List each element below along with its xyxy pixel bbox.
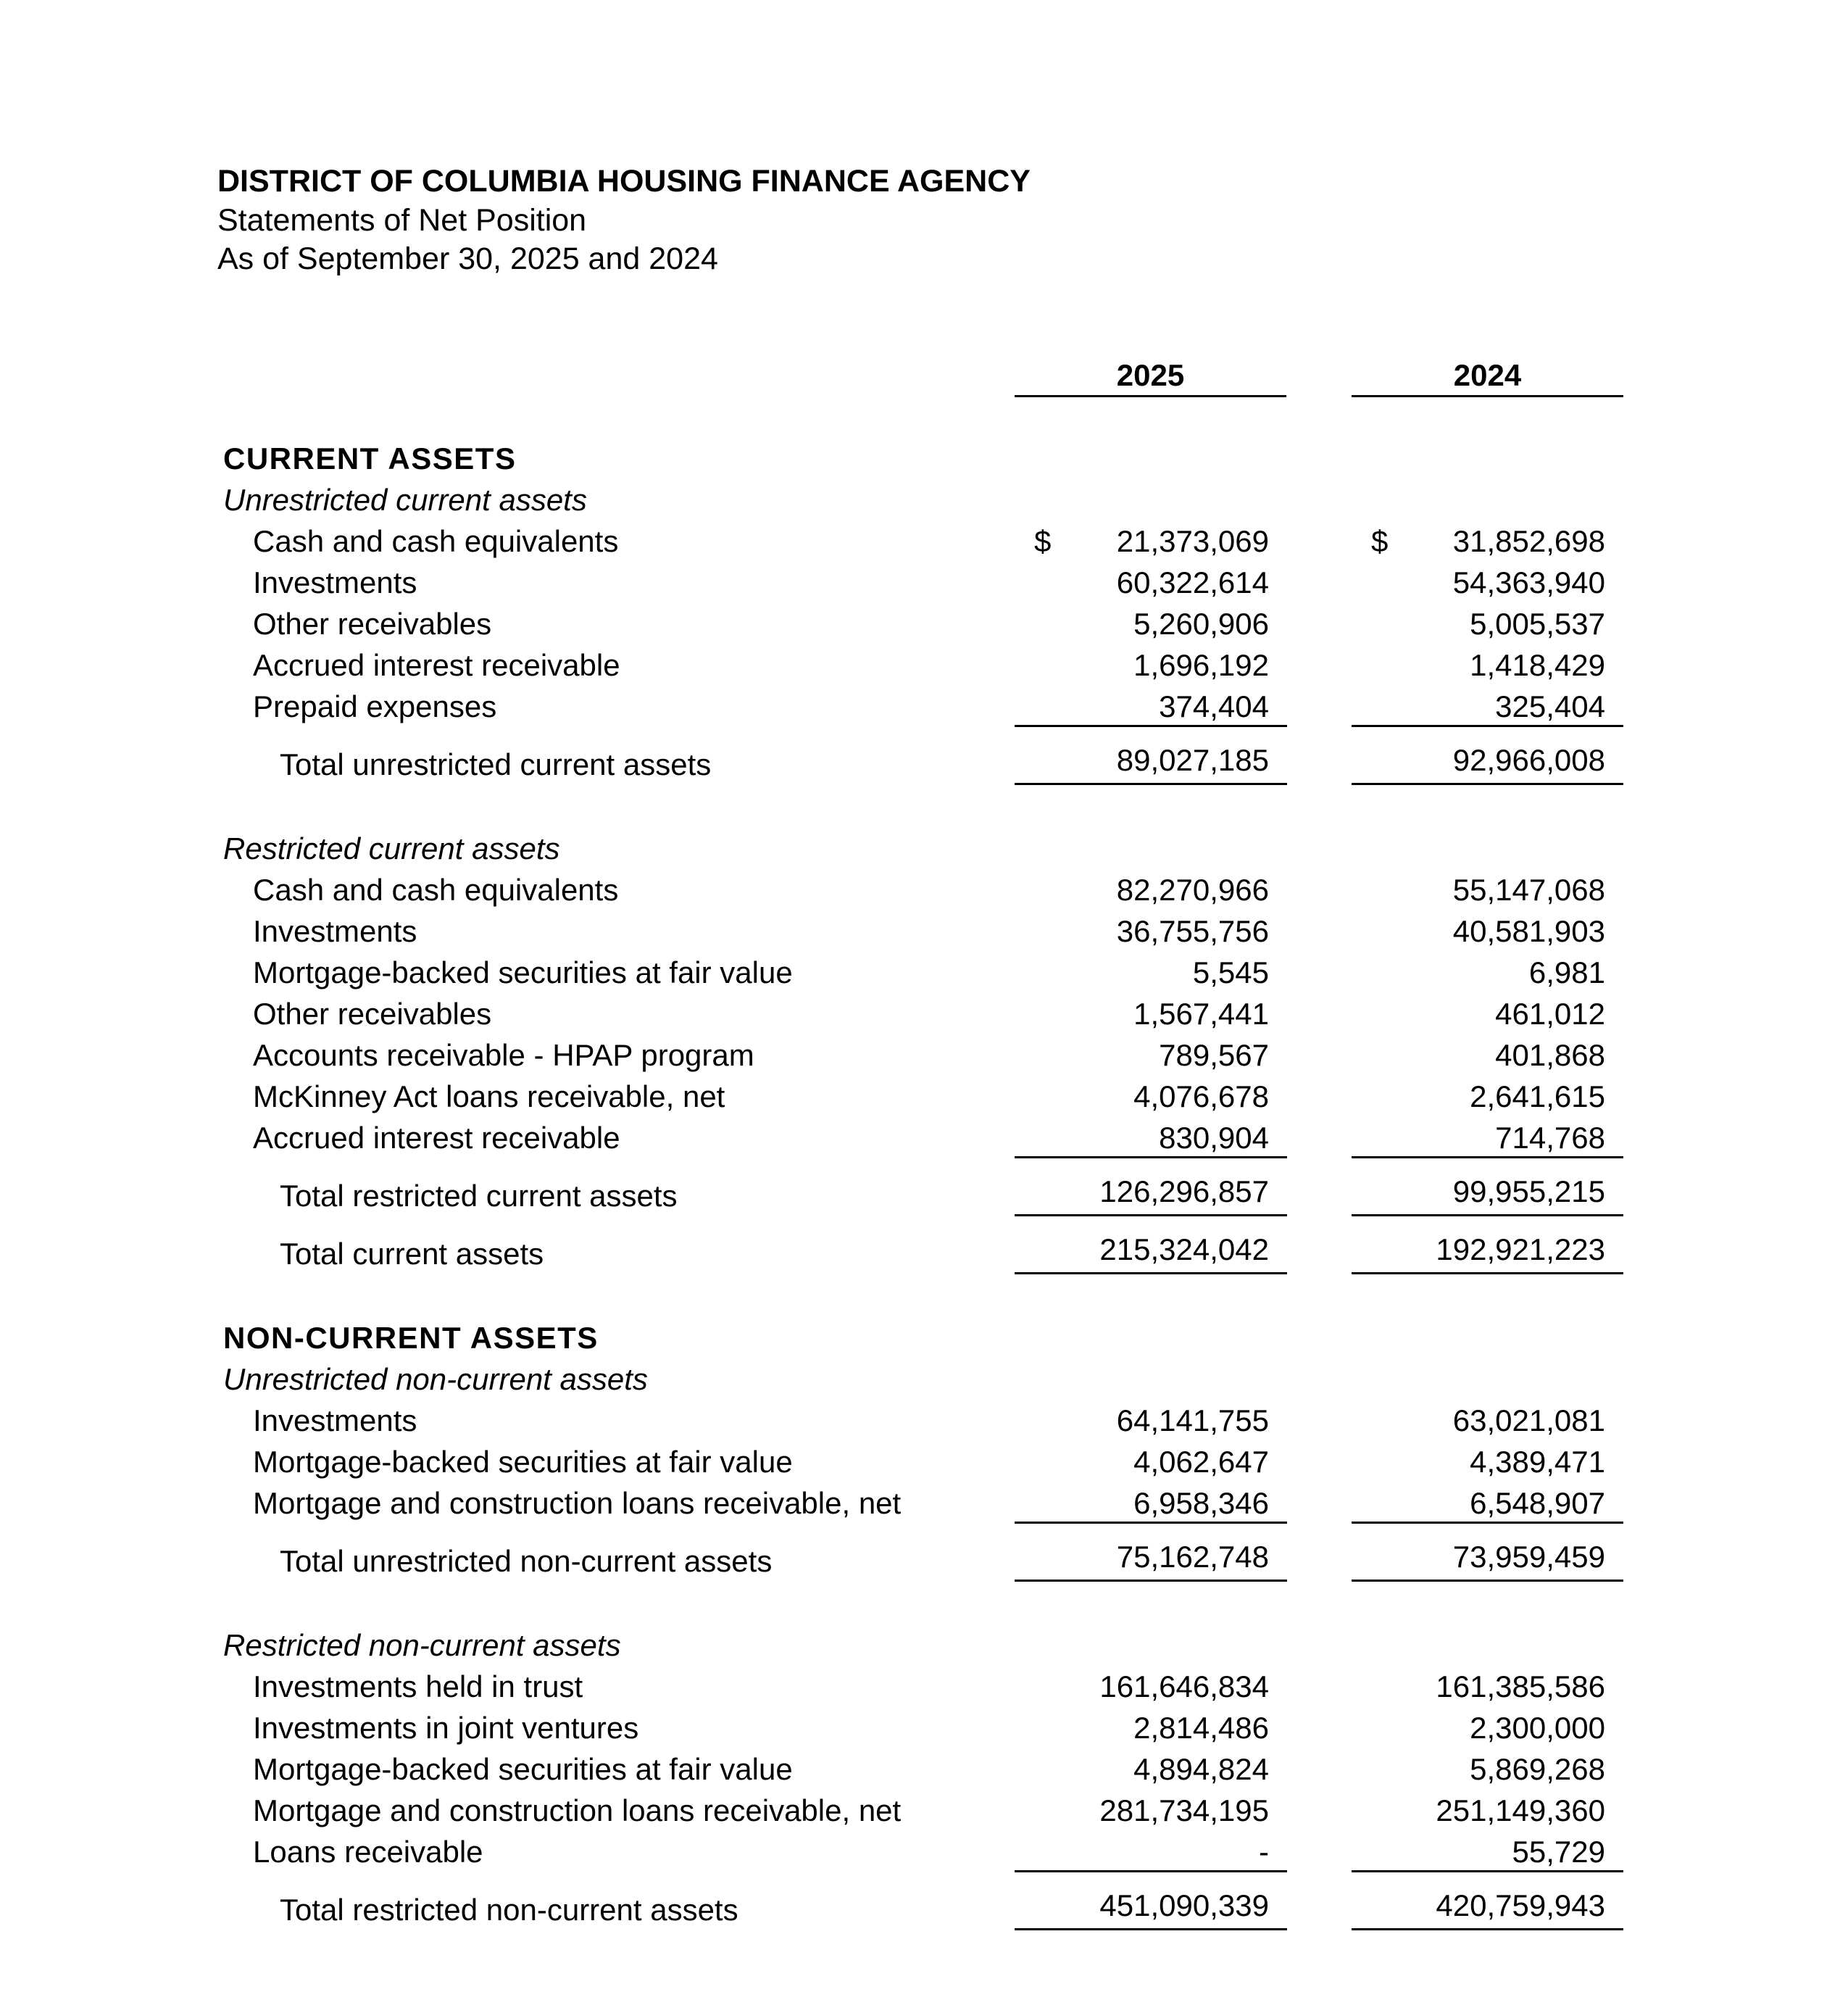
amount-2024: 5,869,268 [1470, 1752, 1605, 1786]
amount-2024: 251,149,360 [1436, 1793, 1605, 1827]
amount-2024: 40,581,903 [1452, 914, 1605, 948]
value-cell-2025 [1015, 1524, 1287, 1582]
value-cell-2025 [1015, 1034, 1287, 1076]
row-label: Investments [253, 914, 417, 948]
table-row [0, 869, 1848, 910]
table-row [0, 1666, 1848, 1707]
value-cell-2024 [1352, 562, 1623, 603]
row-label: Other receivables [253, 607, 492, 641]
value-cell-2025 [1015, 1158, 1287, 1216]
value-cell-2025 [1015, 562, 1287, 603]
value-cell-2025 [1015, 1482, 1287, 1524]
value-cell-2025 [1015, 952, 1287, 993]
value-cell-2024 [1352, 727, 1623, 785]
row-label: Mortgage and construction loans receivable, net [253, 1793, 902, 1827]
amount-2024: 5,005,537 [1470, 607, 1605, 641]
table-row [0, 644, 1848, 686]
amount-2025: 830,904 [1159, 1121, 1269, 1155]
value-cell-2025 [1015, 910, 1287, 952]
amount-2025: 451,090,339 [1099, 1888, 1269, 1922]
amount-2025: - [1259, 1835, 1269, 1869]
total-row [0, 1872, 1848, 1930]
amount-2025: 789,567 [1159, 1038, 1269, 1072]
amount-2025: 4,076,678 [1133, 1079, 1269, 1113]
total-row [0, 1158, 1848, 1216]
value-cell-2024 [1352, 993, 1623, 1034]
row-label: Accounts receivable - HPAP program [253, 1038, 754, 1072]
table-row [0, 1034, 1848, 1076]
value-cell-2024 [1352, 1117, 1623, 1158]
amount-2024: 4,389,471 [1470, 1445, 1605, 1479]
amount-2025: 1,567,441 [1133, 997, 1269, 1031]
amount-2024: 161,385,586 [1436, 1669, 1605, 1703]
table-row [0, 1400, 1848, 1441]
amount-2025: 89,027,185 [1116, 743, 1269, 777]
value-cell-2024 [1352, 1076, 1623, 1117]
value-cell-2025 [1015, 1790, 1287, 1831]
amount-2024: 401,868 [1495, 1038, 1605, 1072]
value-cell-2024 [1352, 869, 1623, 910]
total-row [0, 1216, 1848, 1274]
table-row [0, 1117, 1848, 1158]
row-label: Investments in joint ventures [253, 1711, 639, 1745]
amount-2024: 99,955,215 [1452, 1174, 1605, 1208]
table-row [0, 1441, 1848, 1482]
value-cell-2025 [1015, 1872, 1287, 1930]
amount-2025: 4,062,647 [1133, 1445, 1269, 1479]
row-label: Restricted current assets [223, 831, 560, 866]
amount-2024: 31,852,698 [1452, 524, 1605, 558]
row-label: Cash and cash equivalents [253, 524, 619, 558]
amount-2025: 161,646,834 [1099, 1669, 1269, 1703]
value-cell-2025 [1015, 1441, 1287, 1482]
value-cell-2024 [1352, 520, 1623, 562]
row-label: NON-CURRENT ASSETS [223, 1321, 599, 1355]
value-cell-2024 [1352, 644, 1623, 686]
table-row [0, 1790, 1848, 1831]
amount-2024: 2,300,000 [1470, 1711, 1605, 1745]
row-label: Investments held in trust [253, 1669, 583, 1703]
row-label: Total current assets [280, 1237, 544, 1271]
row-label: Mortgage-backed securities at fair value [253, 955, 793, 989]
amount-2025: 6,958,346 [1133, 1486, 1269, 1520]
value-cell-2024 [1352, 1831, 1623, 1872]
amount-2025: 126,296,857 [1099, 1174, 1269, 1208]
subsection-heading [0, 1624, 1848, 1666]
subsection-heading [0, 828, 1848, 869]
row-label: Total unrestricted non-current assets [280, 1544, 773, 1578]
value-cell-2025 [1015, 686, 1287, 727]
row-label: Mortgage-backed securities at fair value [253, 1752, 793, 1786]
amount-2024: 420,759,943 [1436, 1888, 1605, 1922]
subsection-heading [0, 1358, 1848, 1400]
table-row [0, 520, 1848, 562]
row-label: Cash and cash equivalents [253, 873, 619, 907]
statement-date: As of September 30, 2025 and 2024 [217, 241, 718, 276]
row-label: Mortgage and construction loans receivable, net [253, 1486, 902, 1520]
statement-title: Statements of Net Position [217, 203, 587, 238]
value-cell-2024 [1352, 1034, 1623, 1076]
value-cell-2024 [1352, 1666, 1623, 1707]
row-label: Total restricted non-current assets [280, 1893, 738, 1927]
row-label: Restricted non-current assets [223, 1628, 621, 1662]
value-cell-2025 [1015, 869, 1287, 910]
value-cell-2024 [1352, 1748, 1623, 1790]
total-row [0, 727, 1848, 785]
value-cell-2024 [1352, 1524, 1623, 1582]
row-label: Investments [253, 1403, 417, 1437]
value-cell-2025 [1015, 1831, 1287, 1872]
row-label: Total restricted current assets [280, 1179, 678, 1213]
table-row [0, 562, 1848, 603]
subsection-heading [0, 479, 1848, 520]
column-header-2024: 2024 [1352, 355, 1623, 397]
value-cell-2025 [1015, 1400, 1287, 1441]
table-row [0, 686, 1848, 727]
value-cell-2025 [1015, 1707, 1287, 1748]
value-cell-2025 [1015, 1216, 1287, 1274]
value-cell-2024 [1352, 1400, 1623, 1441]
value-cell-2024 [1352, 1790, 1623, 1831]
amount-2025: 21,373,069 [1116, 524, 1269, 558]
row-label: Mortgage-backed securities at fair value [253, 1445, 793, 1479]
row-label: Prepaid expenses [253, 689, 497, 723]
currency-symbol: $ [1371, 524, 1389, 558]
value-cell-2024 [1352, 1158, 1623, 1216]
value-cell-2025 [1015, 520, 1287, 562]
column-header-2025: 2025 [1015, 355, 1286, 397]
row-label: Unrestricted current assets [223, 483, 587, 517]
amount-2024: 6,548,907 [1470, 1486, 1605, 1520]
amount-2024: 55,147,068 [1452, 873, 1605, 907]
value-cell-2025 [1015, 993, 1287, 1034]
amount-2024: 325,404 [1495, 689, 1605, 723]
value-cell-2024 [1352, 1872, 1623, 1930]
amount-2025: 5,260,906 [1133, 607, 1269, 641]
amount-2025: 1,696,192 [1133, 648, 1269, 682]
total-row [0, 1524, 1848, 1582]
value-cell-2024 [1352, 910, 1623, 952]
amount-2024: 714,768 [1495, 1121, 1605, 1155]
amount-2025: 36,755,756 [1116, 914, 1269, 948]
statement-table [0, 438, 1848, 1930]
value-cell-2024 [1352, 686, 1623, 727]
row-label: McKinney Act loans receivable, net [253, 1079, 725, 1113]
value-cell-2025 [1015, 1117, 1287, 1158]
value-cell-2024 [1352, 1707, 1623, 1748]
amount-2025: 5,545 [1192, 955, 1269, 989]
amount-2025: 64,141,755 [1116, 1403, 1269, 1437]
agency-name: DISTRICT OF COLUMBIA HOUSING FINANCE AGENCY [217, 164, 1031, 199]
row-label: Investments [253, 565, 417, 599]
row-label: CURRENT ASSETS [223, 441, 517, 476]
amount-2024: 192,921,223 [1436, 1232, 1605, 1266]
table-row [0, 952, 1848, 993]
table-row [0, 603, 1848, 644]
table-row [0, 1707, 1848, 1748]
amount-2024: 73,959,459 [1452, 1540, 1605, 1574]
amount-2024: 2,641,615 [1470, 1079, 1605, 1113]
value-cell-2025 [1015, 1748, 1287, 1790]
amount-2024: 6,981 [1528, 955, 1605, 989]
section-heading [0, 1317, 1848, 1358]
amount-2024: 63,021,081 [1452, 1403, 1605, 1437]
value-cell-2025 [1015, 644, 1287, 686]
table-row [0, 1748, 1848, 1790]
table-row [0, 1482, 1848, 1524]
value-cell-2024 [1352, 1482, 1623, 1524]
table-row [0, 1076, 1848, 1117]
value-cell-2024 [1352, 1216, 1623, 1274]
row-label: Accrued interest receivable [253, 648, 620, 682]
amount-2024: 55,729 [1512, 1835, 1605, 1869]
row-label: Loans receivable [253, 1835, 483, 1869]
row-label: Other receivables [253, 997, 492, 1031]
amount-2025: 4,894,824 [1133, 1752, 1269, 1786]
amount-2025: 75,162,748 [1116, 1540, 1269, 1574]
amount-2024: 1,418,429 [1470, 648, 1605, 682]
row-label: Unrestricted non-current assets [223, 1362, 648, 1396]
amount-2024: 54,363,940 [1452, 565, 1605, 599]
amount-2024: 92,966,008 [1452, 743, 1605, 777]
amount-2025: 374,404 [1159, 689, 1269, 723]
amount-2025: 82,270,966 [1116, 873, 1269, 907]
value-cell-2025 [1015, 603, 1287, 644]
value-cell-2024 [1352, 952, 1623, 993]
value-cell-2025 [1015, 727, 1287, 785]
table-row [0, 993, 1848, 1034]
amount-2025: 281,734,195 [1099, 1793, 1269, 1827]
value-cell-2024 [1352, 603, 1623, 644]
value-cell-2025 [1015, 1076, 1287, 1117]
row-label: Accrued interest receivable [253, 1121, 620, 1155]
table-row [0, 910, 1848, 952]
amount-2024: 461,012 [1495, 997, 1605, 1031]
section-heading [0, 438, 1848, 479]
value-cell-2024 [1352, 1441, 1623, 1482]
amount-2025: 60,322,614 [1116, 565, 1269, 599]
table-row [0, 1831, 1848, 1872]
amount-2025: 215,324,042 [1099, 1232, 1269, 1266]
row-label: Total unrestricted current assets [280, 747, 712, 781]
value-cell-2025 [1015, 1666, 1287, 1707]
amount-2025: 2,814,486 [1133, 1711, 1269, 1745]
currency-symbol: $ [1034, 524, 1052, 558]
